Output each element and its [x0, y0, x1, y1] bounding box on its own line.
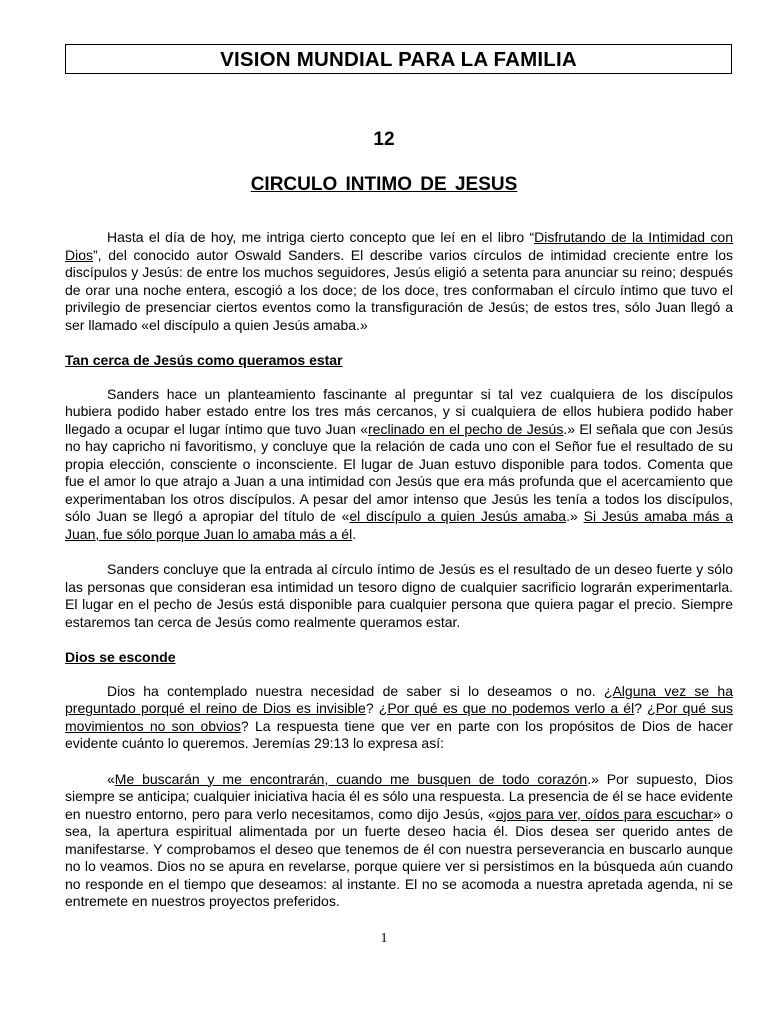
chapter-title: CIRCULO INTIMO DE JESUS	[250, 174, 518, 195]
section-heading-2: Dios se esconde	[65, 649, 176, 665]
header-title: VISION MUNDIAL PARA LA FAMILIA	[220, 48, 577, 71]
paragraph-4: Dios ha contemplado nuestra necesidad de saber si lo deseamos o no. ¿Alguna vez se ha preguntado porqué el reino de Dios es invisible? ¿Por qué es que no podemos verlo a él? ¿Por qué sus movimientos no son obvios? La respuesta tiene que ver en parte con los propósitos de Dios de hacer evidente cuánto lo queremos. Jeremías 29:13 lo expresa así:	[65, 682, 733, 751]
paragraph-3: Sanders concluye que la entrada al círculo íntimo de Jesús es el resultado de un deseo fuerte y sólo las personas que consideran esa intimidad un tesoro digno de cualquier sacrificio lograrán experimentarla. El lugar en el pecho de Jesús está disponible para cualquier persona que quiera pagar el precio. Siempre estaremos tan cerca de Jesús como realmente queramos estar.	[65, 561, 733, 630]
chapter-number: 12	[373, 129, 395, 150]
paragraph-2: Sanders hace un planteamiento fascinante al preguntar si tal vez cualquiera de los discípulos hubiera podido haber estado entre los tres más cercanos, y si cualquiera de ellos hubiera podido haber llegado a ocupar el lugar íntimo que tuvo Juan «reclinado en el pecho de Jesús.» El señala que con Jesús no hay capricho ni favoritismo, y concluye que la relación de cada uno con el Señor fue el resultado de su propia elección, consciente o inconsciente. El lugar de Juan estuvo disponible para todos. Comenta que fue el amor lo que atrajo a Juan a una intimidad con Jesús que era más profunda que el acercamiento que experimentaban los otros discípulos. A pesar del amor intenso que Jesús les tenía a todos los discípulos, sólo Juan se llegó a apropiar del título de «el discípulo a quien Jesús amaba.» Si Jesús amaba más a Juan, fue sólo porque Juan lo amaba más a él.	[65, 385, 733, 542]
page-number: 1	[380, 931, 388, 946]
paragraph-5: «Me buscarán y me encontrarán, cuando me busquen de todo corazón.» Por supuesto, Dios siempre se anticipa; cualquier iniciativa hacia él es sólo una respuesta. La presencia de él se hace evidente en nuestro entorno, pero para verlo necesitamos, como dijo Jesús, «ojos para ver, oídos para escuchar» o sea, la apertura espiritual alimentada por un fuerte deseo hacia él. Dios desea ser querido antes de manifestarse. Y comprobamos el deseo que tenemos de él con nuestra perseverancia en buscarlo aunque no lo veamos. Dios no se apura en revelarse, porque quiere ver si persistimos en la búsqueda aún cuando no responde en el tiempo que deseamos: al instante. El no se acomoda a nuestra apretada agenda, ni se entremete en nuestros proyectos preferidos.	[65, 770, 733, 909]
book-title: Disfrutando de la Intimidad con Dios	[65, 229, 734, 263]
section-heading-1: Tan cerca de Jesús como queramos estar	[65, 352, 343, 368]
paragraph-1: Hasta el día de hoy, me intriga cierto concepto que leí en el libro “Disfrutando de la Intimidad con Dios”, del conocido autor Oswald Sanders. El describe varios círculos de intimidad creciente entre los discípulos y Jesús: de entre los muchos seguidores, Jesús eligió a setenta para anunciar su reino; después de orar una noche entera, escogió a los doce; de los doce, tres conformaban el círculo íntimo que tuvo el privilegio de presenciar ciertos eventos como la transfiguración de Jesús; de estos tres, sólo Juan llegó a ser llamado «el discípulo a quien Jesús amaba.»	[65, 229, 734, 333]
document-body	[65, 229, 733, 929]
document-header	[65, 44, 732, 74]
